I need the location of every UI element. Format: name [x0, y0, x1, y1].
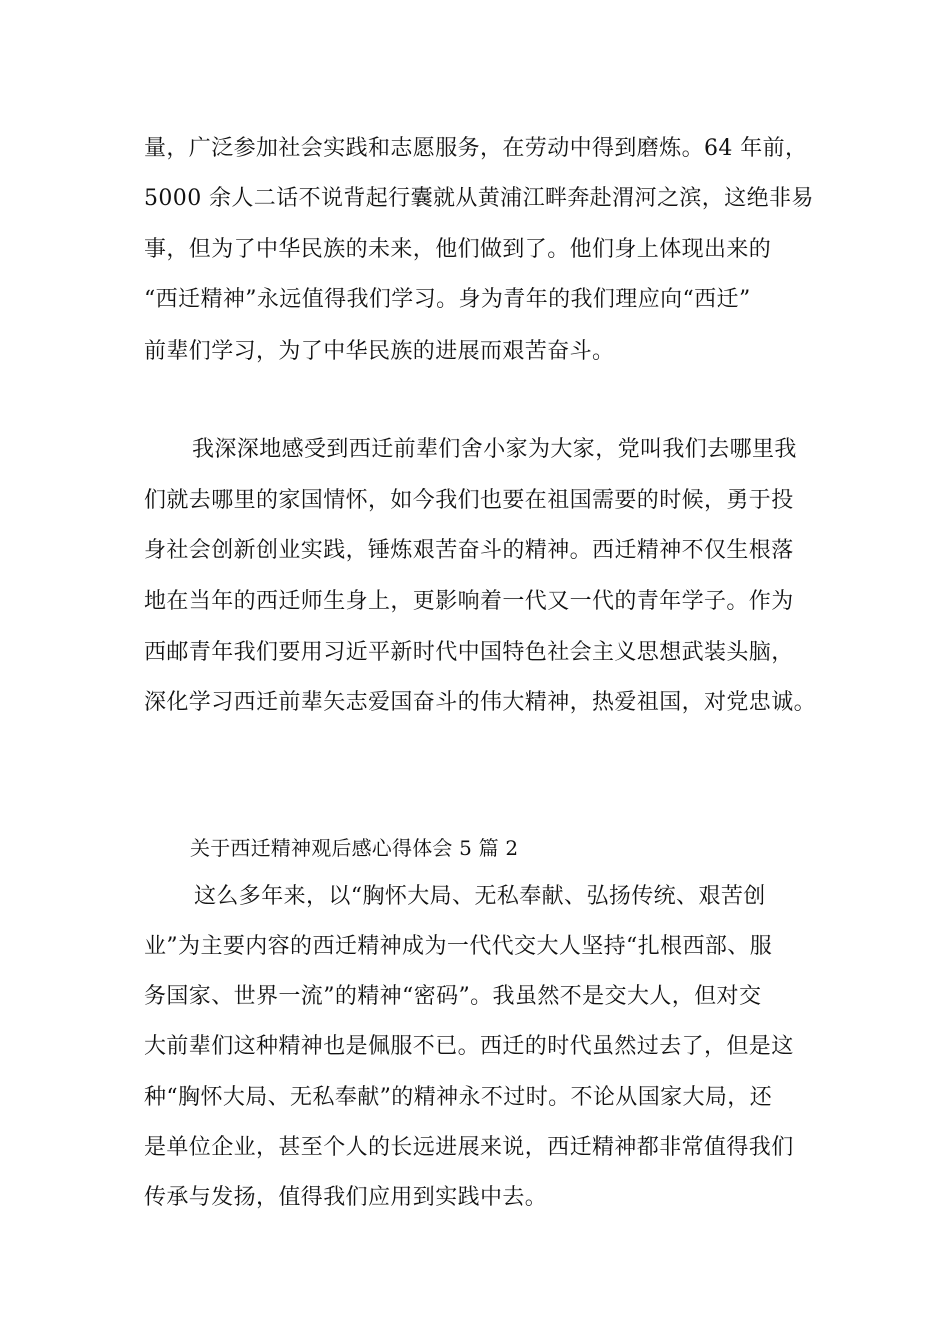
text-line: 地在当年的西迁师生身上，更影响着一代又一代的青年学子。作为: [144, 589, 794, 614]
text-line: 这么多年来，以“胸怀大局、无私奉献、弘扬传统、艰苦创: [194, 884, 766, 909]
section-heading: 关于西迁精神观后感心得体会 5 篇 2: [190, 836, 519, 860]
text-line: 务国家、世界一流”的精神“密码”。我虽然不是交大人，但对交: [144, 984, 762, 1009]
text-line: 量，广泛参加社会实践和志愿服务，在劳动中得到磨炼。64 年前，: [144, 136, 808, 161]
text-line: 身社会创新创业实践，锤炼艰苦奋斗的精神。西迁精神不仅生根落: [144, 538, 794, 563]
text-line: 种“胸怀大局、无私奉献”的精神永不过时。不论从国家大局，还: [144, 1085, 773, 1110]
text-line: 我深深地感受到西迁前辈们舍小家为大家，党叫我们去哪里我: [192, 437, 797, 462]
text-line: 传承与发扬，值得我们应用到实践中去。: [144, 1185, 548, 1210]
text-line: 西邮青年我们要用习近平新时代中国特色社会主义思想武装头脑，: [144, 640, 794, 665]
text-line: 业”为主要内容的西迁精神成为一代代交大人坚持“扎根西部、服: [144, 934, 773, 959]
text-line: 5000 余人二话不说背起行囊就从黄浦江畔奔赴渭河之滨，这绝非易: [144, 186, 814, 211]
text-line: 深化学习西迁前辈矢志爱国奋斗的伟大精神，热爱祖国，对党忠诚。: [144, 690, 817, 715]
text-line: 事，但为了中华民族的未来，他们做到了。他们身上体现出来的: [144, 237, 772, 262]
text-line: 大前辈们这种精神也是佩服不已。西迁的时代虽然过去了，但是这: [144, 1034, 794, 1059]
text-line: “西迁精神”永远值得我们学习。身为青年的我们理应向“西迁”: [144, 287, 751, 312]
text-line: 前辈们学习，为了中华民族的进展而艰苦奋斗。: [144, 339, 615, 364]
text-line: 是单位企业，甚至个人的长远进展来说，西迁精神都非常值得我们: [144, 1135, 794, 1160]
text-line: 们就去哪里的家国情怀，如今我们也要在祖国需要的时候，勇于投: [144, 488, 794, 513]
